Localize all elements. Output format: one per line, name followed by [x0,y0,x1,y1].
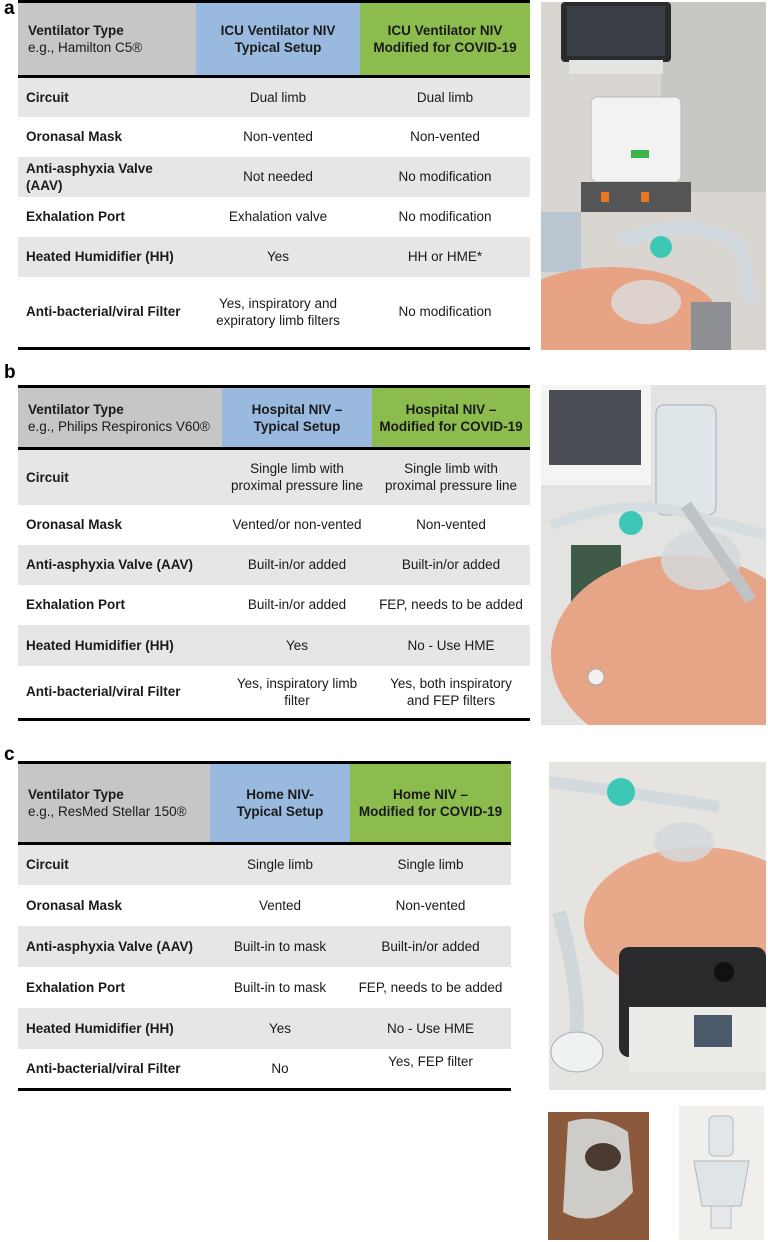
modified-cell: Yes, FEP filter [388,1053,473,1069]
table-a-header [18,2,530,77]
row-label: Heated Humidifier (HH) [18,1008,210,1049]
typical-cell: Built-in/or added [247,597,347,612]
typical-cell: Not needed [196,157,360,197]
modified-cell: FEP, needs to be added [379,597,523,612]
modified-cell: No modification [360,157,530,197]
row-label: Exhalation Port [26,597,126,612]
modified-cell: Built-in/or added [372,545,530,585]
row-label: Oronasal Mask [26,897,123,913]
photo-hospital-niv-setup [541,385,766,725]
row-label: Oronasal Mask [26,517,123,532]
typical-cell: No [271,1060,289,1076]
row-label: Heated Humidifier (HH) [18,625,222,666]
header-ventilator-type: Ventilator Type e.g., ResMed Stellar 150® [18,763,210,844]
row-label: Anti-bacterial/viral Filter [26,304,181,320]
header-typical-setup: Hospital NIV – Typical Setup [222,387,372,449]
modified-cell: Single limb [350,844,511,885]
row-label: Exhalation Port [26,209,126,224]
header-ventilator-type: Ventilator Type e.g., Philips Respironics V60® [18,387,222,449]
table-row [18,967,511,1008]
table-row [18,277,530,349]
photo-anti-asphyxia-valve [548,1112,649,1240]
header-modified-covid: ICU Ventilator NIV Modified for COVID-19 [360,2,530,77]
row-label: Anti-bacterial/viral Filter [26,1060,181,1076]
typical-cell: Built-in/or added [222,545,372,585]
table-row [18,585,530,625]
table-row [18,505,530,545]
typical-cell: Built-in to mask [210,926,350,967]
row-label: Circuit [18,77,196,117]
typical-cell: Yes, inspiratory and expiratory limb filters [216,295,340,328]
typical-cell: Vented [258,897,302,913]
typical-cell: Dual limb [196,77,360,117]
typical-cell: Vented/or non-vented [232,517,362,532]
row-label: Circuit [18,449,222,505]
row-label: Anti-asphyxia Valve (AAV) [18,545,222,585]
panel-label-c: c [4,744,15,765]
typical-cell: Exhalation valve [228,209,328,224]
typical-cell: Yes, inspiratory limb filter [236,675,358,708]
table-row [18,449,530,505]
table-row [18,237,530,277]
table-row [18,666,530,720]
panel-label-b: b [4,362,16,383]
typical-cell: Single limb with proximal pressure line [222,449,372,505]
table-row [18,1049,511,1090]
modified-cell: No modification [398,209,492,224]
modified-cell: Non-vented [410,129,480,144]
modified-cell: Dual limb [360,77,530,117]
row-label: Anti-asphyxia Valve (AAV) [18,157,196,197]
table-row [18,157,530,197]
modified-cell: FEP, needs to be added [358,979,503,995]
modified-cell: Non-vented [416,517,486,532]
table-c-header [18,763,511,844]
typical-cell: Single limb [210,844,350,885]
row-label: Circuit [18,844,210,885]
typical-cell: Built-in to mask [233,979,327,995]
table-row [18,844,511,885]
modified-cell: Single limb with proximal pressure line [372,449,530,505]
table-row [18,926,511,967]
table-row [18,197,530,237]
typical-cell: Yes [222,625,372,666]
table-row [18,885,511,926]
photo-exhalation-port [679,1106,764,1240]
modified-cell: Non-vented [395,897,466,913]
row-label: Heated Humidifier (HH) [18,237,196,277]
typical-cell: Yes [196,237,360,277]
header-ventilator-type: Ventilator Type e.g., Hamilton C5® [18,2,196,77]
header-modified-covid: Home NIV – Modified for COVID-19 [350,763,511,844]
table-row [18,77,530,117]
modified-cell: Yes, both inspiratory and FEP filters [390,675,512,708]
table-a [18,0,530,350]
row-label: Anti-bacterial/viral Filter [26,684,181,700]
row-label: Exhalation Port [26,979,126,995]
table-c [18,761,511,1091]
header-typical-setup: ICU Ventilator NIV Typical Setup [196,2,360,77]
modified-cell: No - Use HME [372,625,530,666]
typical-cell: Non-vented [243,129,313,144]
panel-label-a: a [4,0,15,19]
table-row [18,625,530,666]
typical-cell: Yes [210,1008,350,1049]
table-b [18,385,530,721]
header-modified-covid: Hospital NIV – Modified for COVID-19 [372,387,530,449]
row-label: Oronasal Mask [26,129,123,144]
table-row [18,117,530,157]
modified-cell: No modification [398,304,492,320]
table-row [18,545,530,585]
photo-home-niv-setup [549,762,766,1090]
row-label: Anti-asphyxia Valve (AAV) [18,926,210,967]
table-row [18,1008,511,1049]
modified-cell: HH or HME* [360,237,530,277]
header-typical-setup: Home NIV- Typical Setup [210,763,350,844]
modified-cell: No - Use HME [350,1008,511,1049]
photo-icu-ventilator-setup [541,2,766,350]
modified-cell: Built-in/or added [350,926,511,967]
table-b-header [18,387,530,449]
